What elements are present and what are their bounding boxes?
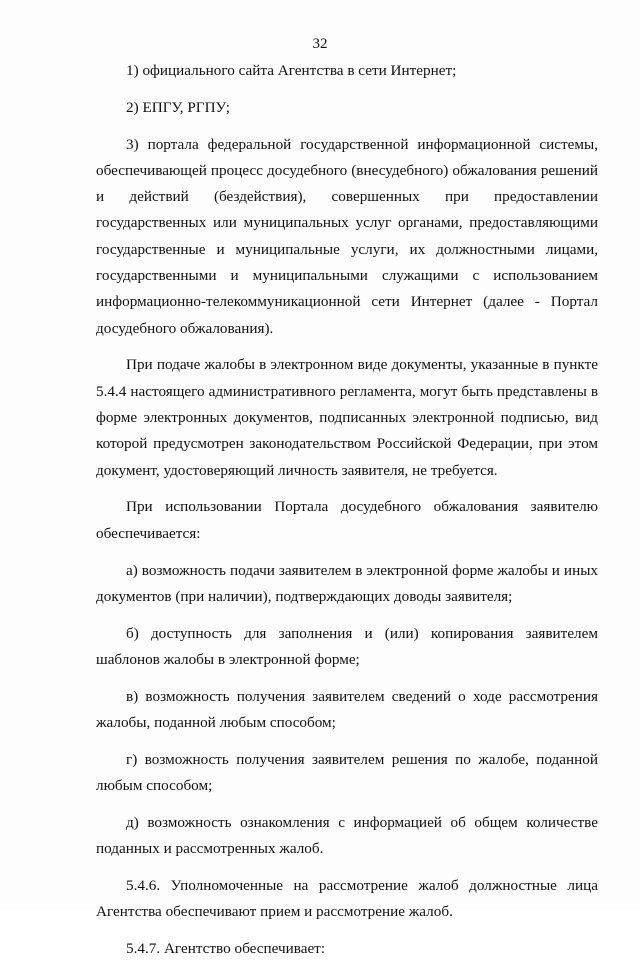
paragraph-portal: 3) портала федеральной государственной информационной системы, обеспечивающей процесс досудебного (внесудебного) обжалования решений и действий (бездействия), совершенных при предоставлении государственных или муниципальных услуг органами, предоставляющими государственные и муниципальные услуги, их должностными лицами, государственными и муниципальными служащими с использованием информационно-телекоммуникационной сети Интернет (далее - Портал досудебного обжалования). [96,135,598,337]
paragraph-item-d: д) возможность ознакомления с информацией об общем количестве поданных и рассмотренных жалоб. [96,813,598,858]
paragraph-item-g: г) возможность получения заявителем решения по жалобе, поданной любым способом; [96,750,598,795]
document-body [96,58,598,962]
paragraph-item-v: в) возможность получения заявителем сведений о ходе рассмотрения жалобы, поданной любым способом; [96,687,598,732]
paragraph-5-4-7: 5.4.7. Агентство обеспечивает: [126,940,326,958]
paragraph-epgu: 2) ЕПГУ, РГПУ; [126,98,230,116]
paragraph-electronic-complaint: При подаче жалобы в электронном виде документы, указанные в пункте 5.4.4 настоящего административного регламента, могут быть представлены в форме электронных документов, подписанных электронной подписью, вид которой предусмотрен законодательством Российской Федерации, при этом документ, удостоверяющий личность заявителя, не требуется. [96,356,598,479]
paragraph-5-4-6: 5.4.6. Уполномоченные на рассмотрение жалоб должностные лица Агентства обеспечивают прием и рассмотрение жалоб. [96,877,598,921]
paragraph-portal-provides: При использовании Портала досудебного обжалования заявителю обеспечивается: [96,498,598,542]
page-number: 32 [312,36,328,52]
paragraph-item-a: а) возможность подачи заявителем в электронной форме жалобы и иных документов (при наличии), подтверждающих доводы заявителя; [96,561,598,605]
paragraph-official-site: 1) официального сайта Агентства в сети Интернет; [126,62,457,79]
paragraph-item-b: б) доступность для заполнения и (или) копирования заявителем шаблонов жалобы в электронной форме; [96,624,598,668]
